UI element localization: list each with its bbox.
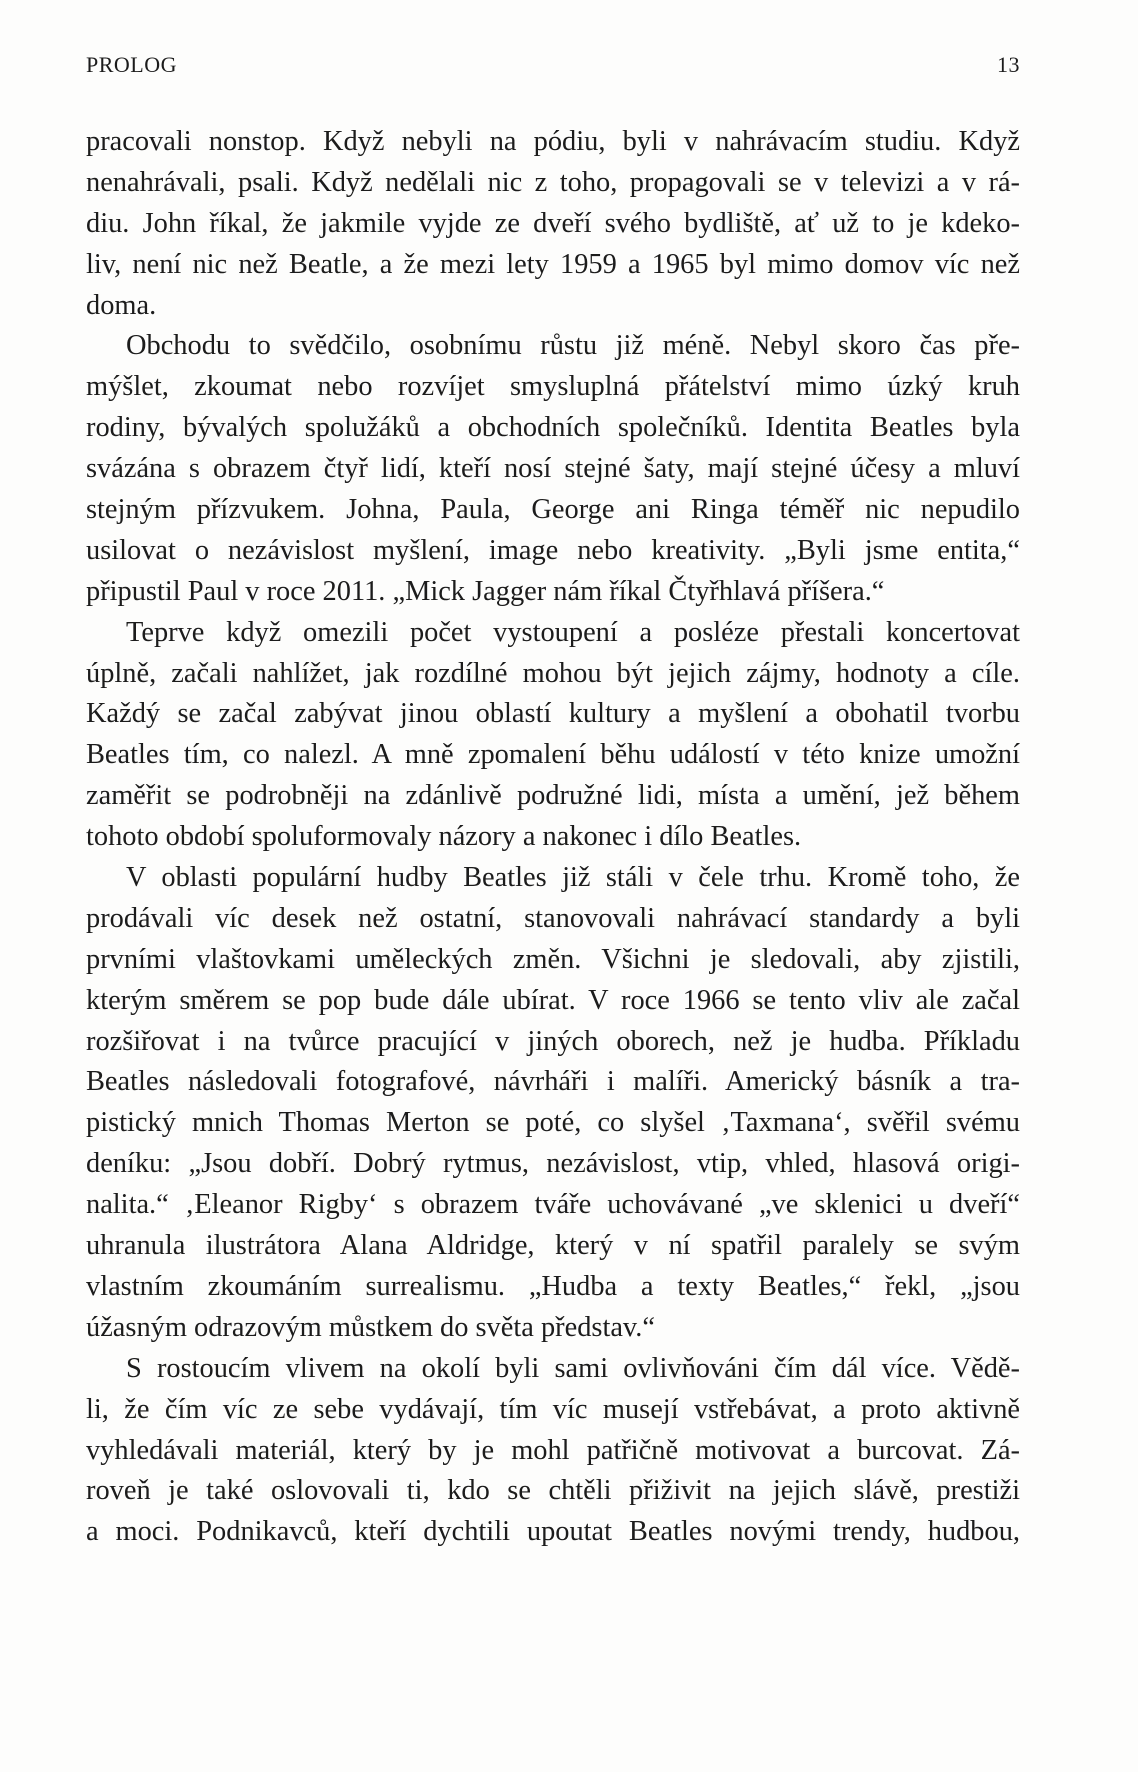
text-line: pracovali nonstop. Když nebyli na pódiu, byli v nahrávacím studiu. Když	[86, 126, 1020, 157]
text-line: Beatles následovali fotografové, návrháři i malíři. Americký básník a tra-	[86, 1066, 1020, 1098]
paragraph-first-line: V oblasti populární hudby Beatles již stáli v čele trhu. Kromě toho, že	[126, 862, 1020, 894]
text-line: nenahrávali, psali. Když nedělali nic z toho, propagovali se v televizi a v rá-	[86, 166, 1020, 198]
text-line: rodiny, bývalých spolužáků a obchodních společníků. Identita Beatles byla	[86, 412, 1020, 444]
text-line: kterým směrem se pop bude dále ubírat. V roce 1966 se tento vliv ale začal	[86, 984, 1020, 1016]
text-line: prodávali víc desek než ostatní, stanovovali nahrávací standardy a byli	[86, 902, 1020, 934]
text-line: Každý se začal zabývat jinou oblastí kultury a myšlení a obohatil tvorbu	[86, 698, 1020, 730]
text-line: doma.	[86, 289, 157, 321]
text-line: zaměřit se podrobněji na zdánlivě podružné lidi, místa a umění, jež během	[86, 780, 1020, 812]
text-line: Beatles tím, co nalezl. A mně zpomalení běhu událostí v této knize umožní	[86, 739, 1020, 771]
text-line: tohoto období spoluformovaly názory a nakonec i dílo Beatles.	[86, 821, 802, 853]
paragraph-first-line: S rostoucím vlivem na okolí byli sami ovlivňováni čím dál více. Vědě-	[126, 1352, 1020, 1384]
text-line: vyhledávali materiál, který by je mohl patřičně motivovat a burcovat. Zá-	[86, 1434, 1020, 1466]
text-line: roveň je také oslovovali ti, kdo se chtěli přiživit na jejich slávě, prestiži	[86, 1475, 1020, 1507]
text-line: a moci. Podnikavců, kteří dychtili upoutat Beatles novými trendy, hudbou,	[86, 1516, 1020, 1548]
text-line: deníku: „Jsou dobří. Dobrý rytmus, nezávislost, vtip, vhled, hlasová origi-	[86, 1148, 1020, 1180]
paragraph-first-line: Teprve když omezili počet vystoupení a posléze přestali koncertovat	[126, 616, 1020, 648]
chapter-title: PROLOG	[86, 52, 178, 77]
running-head	[86, 52, 1020, 82]
text-line: stejným přízvukem. Johna, Paula, George ani Ringa téměř nic nepudilo	[86, 494, 1020, 526]
text-line: prvními vlaštovkami uměleckých změn. Všichni je sledovali, aby zjistili,	[86, 943, 1020, 975]
text-line: rozšiřovat i na tvůrce pracující v jiných oborech, než je hudba. Příkladu	[86, 1025, 1020, 1057]
text-line: liv, není nic než Beatle, a že mezi lety 1959 a 1965 byl mimo domov víc než	[86, 248, 1020, 280]
text-line: nalita.“ ‚Eleanor Rigby‘ s obrazem tváře uchovávané „ve sklenici u dveří“	[86, 1189, 1020, 1221]
page-number: 13	[997, 52, 1020, 77]
text-line: úžasným odrazovým můstkem do světa představ.“	[86, 1311, 655, 1343]
text-line: vlastním zkoumáním surrealismu. „Hudba a texty Beatles,“ řekl, „jsou	[86, 1270, 1020, 1302]
text-line: připustil Paul v roce 2011. „Mick Jagger nám říkal Čtyřhlavá příšera.“	[86, 575, 885, 607]
text-line: uhranula ilustrátora Alana Aldridge, který v ní spatřil paralely se svým	[86, 1230, 1020, 1262]
text-line: pistický mnich Thomas Merton se poté, co slyšel ‚Taxmana‘, svěřil svému	[86, 1107, 1020, 1139]
body-text	[86, 122, 1020, 1553]
text-line: usilovat o nezávislost myšlení, image nebo kreativity. „Byli jsme entita,“	[86, 534, 1020, 566]
text-line: mýšlet, zkoumat nebo rozvíjet smysluplná přátelství mimo úzký kruh	[86, 371, 1020, 403]
text-line: úplně, začali nahlížet, jak rozdílné mohou být jejich zájmy, hodnoty a cíle.	[86, 657, 1020, 689]
text-line: li, že čím víc ze sebe vydávají, tím víc musejí vstřebávat, a proto aktivně	[86, 1393, 1020, 1425]
text-line: diu. John říkal, že jakmile vyjde ze dveří svého bydliště, ať už to je kdeko-	[86, 207, 1020, 239]
text-line: svázána s obrazem čtyř lidí, kteří nosí stejné šaty, mají stejné účesy a mluví	[86, 453, 1020, 485]
paragraph-first-line: Obchodu to svědčilo, osobnímu růstu již méně. Nebyl skoro čas pře-	[126, 330, 1020, 362]
